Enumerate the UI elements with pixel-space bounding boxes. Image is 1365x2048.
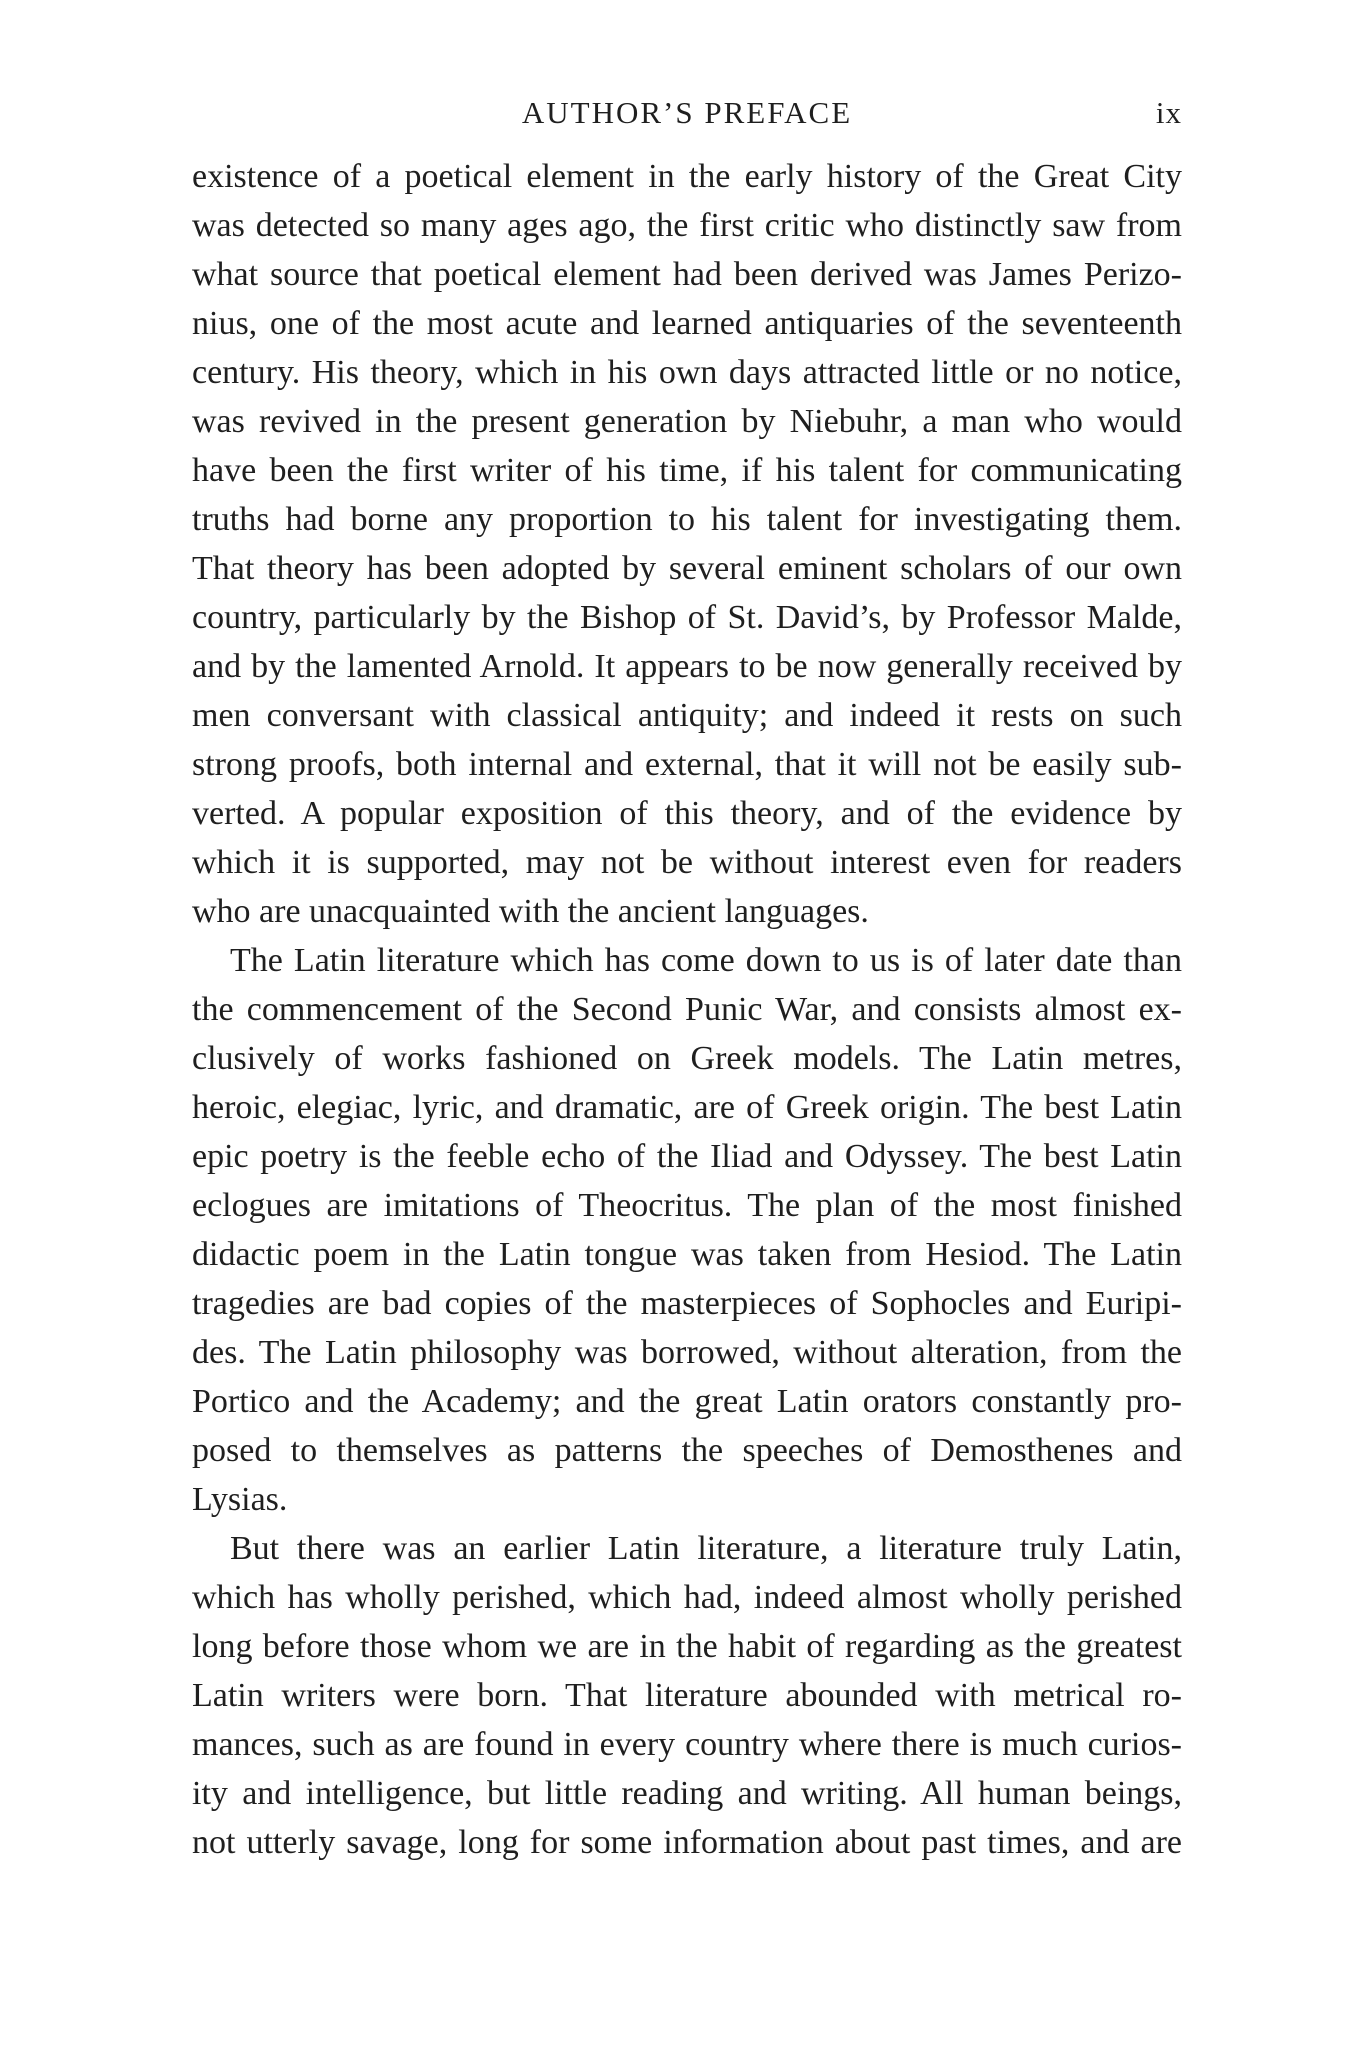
text-line: heroic, elegiac, lyric, and dramatic, are of Greek origin. The best Latin bbox=[192, 1089, 1182, 1126]
text-line: posed to themselves as patterns the speeches of Demosthenes and bbox=[192, 1432, 1182, 1469]
text-line: was detected so many ages ago, the first critic who distinctly saw from bbox=[192, 207, 1182, 244]
text-line: eclogues are imitations of Theocritus. The plan of the most finished bbox=[192, 1187, 1182, 1224]
text-line: which it is supported, may not be without interest even for readers bbox=[192, 844, 1182, 881]
text-line: was revived in the present generation by Niebuhr, a man who would bbox=[192, 403, 1182, 440]
text-line: nius, one of the most acute and learned antiquaries of the seventeenth bbox=[192, 305, 1182, 342]
body-text bbox=[192, 152, 1182, 1867]
text-line: which has wholly perished, which had, indeed almost wholly perished bbox=[192, 1579, 1182, 1616]
text-line: des. The Latin philosophy was borrowed, without alteration, from the bbox=[192, 1334, 1182, 1371]
text-line: men conversant with classical antiquity; and indeed it rests on such bbox=[192, 697, 1182, 734]
text-line: what source that poetical element had been derived was James Perizo- bbox=[192, 256, 1182, 293]
text-line: truths had borne any proportion to his talent for investigating them. bbox=[192, 501, 1182, 538]
text-line: Portico and the Academy; and the great Latin orators constantly pro- bbox=[192, 1383, 1182, 1420]
text-line: mances, such as are found in every country where there is much curios- bbox=[192, 1726, 1182, 1763]
text-line: verted. A popular exposition of this theory, and of the evidence by bbox=[192, 795, 1182, 832]
text-line: tragedies are bad copies of the masterpieces of Sophocles and Euripi- bbox=[192, 1285, 1182, 1322]
running-head bbox=[192, 88, 1182, 138]
text-line: Latin writers were born. That literature abounded with metrical ro- bbox=[192, 1677, 1182, 1714]
text-line: That theory has been adopted by several eminent scholars of our own bbox=[192, 550, 1182, 587]
text-line: the commencement of the Second Punic War, and consists almost ex- bbox=[192, 991, 1182, 1028]
text-line: The Latin literature which has come down to us is of later date than bbox=[230, 942, 1182, 979]
text-line: existence of a poetical element in the early history of the Great City bbox=[192, 158, 1182, 195]
text-line: But there was an earlier Latin literature, a literature truly Latin, bbox=[230, 1530, 1182, 1567]
text-line: and by the lamented Arnold. It appears to be now generally received by bbox=[192, 648, 1182, 685]
text-line: long before those whom we are in the habit of regarding as the greatest bbox=[192, 1628, 1182, 1665]
text-line: country, particularly by the Bishop of St. David’s, by Professor Malde, bbox=[192, 599, 1182, 636]
text-line: didactic poem in the Latin tongue was taken from Hesiod. The Latin bbox=[192, 1236, 1182, 1273]
text-line: not utterly savage, long for some information about past times, and are bbox=[192, 1824, 1182, 1861]
text-line: strong proofs, both internal and external, that it will not be easily sub- bbox=[192, 746, 1182, 783]
text-line: who are unacquainted with the ancient languages. bbox=[192, 893, 869, 930]
page-number: ix bbox=[1155, 95, 1182, 130]
text-line: epic poetry is the feeble echo of the Iliad and Odyssey. The best Latin bbox=[192, 1138, 1182, 1175]
text-line: century. His theory, which in his own days attracted little or no notice, bbox=[192, 354, 1182, 391]
running-title: AUTHOR’S PREFACE bbox=[521, 95, 853, 130]
text-line: have been the first writer of his time, if his talent for communicating bbox=[192, 452, 1182, 489]
text-line: clusively of works fashioned on Greek models. The Latin metres, bbox=[192, 1040, 1182, 1077]
text-line: ity and intelligence, but little reading and writing. All human beings, bbox=[192, 1775, 1182, 1812]
text-line: Lysias. bbox=[192, 1481, 288, 1518]
paragraph bbox=[192, 936, 1182, 1524]
book-page bbox=[192, 88, 1182, 1867]
paragraph bbox=[192, 152, 1182, 936]
paragraph bbox=[192, 1524, 1182, 1867]
